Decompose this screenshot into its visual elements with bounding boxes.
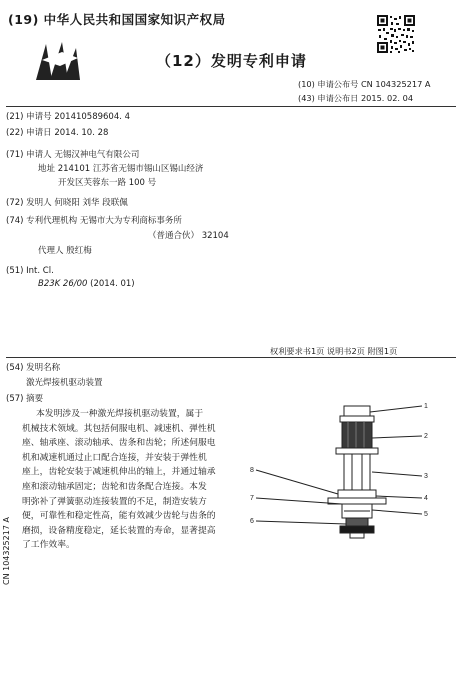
patent-agent: 代理人 殷红梅 bbox=[38, 246, 92, 256]
abstract-line: 便，可靠性和稳定性高，能有效减少齿轮与齿条的 bbox=[22, 511, 216, 522]
abstract-line: 机和减速机通过止口配合连接，并安装于弹性机 bbox=[22, 452, 207, 463]
applicant-address-line-1: 地址 214101 江苏省无锡市锡山区锡山经济 bbox=[38, 164, 204, 174]
figure-label: 7 bbox=[250, 495, 254, 502]
figure-label: 2 bbox=[424, 433, 428, 440]
application-date: (22) 申请日 2014. 10. 28 bbox=[6, 128, 109, 138]
int-cl-label: (51) Int. Cl. bbox=[6, 266, 54, 276]
inventors: (72) 发明人 何晓阳 刘华 段联佩 bbox=[6, 198, 128, 208]
abstract-line: 了工作效率。 bbox=[22, 540, 75, 551]
invention-title: 激光焊接机驱动装置 bbox=[26, 378, 103, 388]
application-number: (21) 申请号 201410589604. 4 bbox=[6, 112, 131, 122]
abstract-line: 座和滚动轴承固定；齿轮和齿条配合连接。本发 bbox=[22, 482, 207, 492]
page-count-note: 权利要求书1页 说明书2页 附图1页 bbox=[270, 346, 398, 356]
qr-code bbox=[376, 14, 416, 54]
abstract-line: 明弥补了弹簧驱动连接装置的不足，制造安装方 bbox=[22, 496, 207, 507]
section-rule bbox=[6, 357, 456, 358]
abstract-line: 座上，齿轮安装于减速机伸出的轴上，并通过轴承 bbox=[22, 467, 216, 478]
abstract-line: 本发明涉及一种激光焊接机驱动装置，属于 bbox=[36, 409, 204, 419]
publication-number: (10) 申请公布号 CN 104325217 A bbox=[298, 79, 431, 89]
invention-title-label: (54) 发明名称 bbox=[6, 363, 61, 373]
side-publication-number: CN 104325217 A bbox=[2, 517, 11, 585]
int-cl-value: B23K 26/00 bbox=[38, 279, 88, 289]
header-rule bbox=[6, 106, 456, 107]
patent-agency-line-2: （普通合伙） 32104 bbox=[148, 231, 229, 241]
int-cl-date: (2014. 01) bbox=[90, 279, 135, 289]
abstract-line: 座、轴承座、滚动轴承、齿条和齿轮；所述伺服电 bbox=[22, 438, 216, 449]
cnipa-logo bbox=[32, 38, 82, 82]
publication-date: (43) 申请公布日 2015. 02. 04 bbox=[298, 93, 414, 103]
abstract-label: (57) 摘要 bbox=[6, 394, 44, 404]
abstract-line: 磨损，设备精度稳定，延长装置的寿命，显著提高 bbox=[22, 525, 216, 536]
applicant: (71) 申请人 无锡汉神电气有限公司 bbox=[6, 150, 140, 160]
figure-label: 5 bbox=[424, 511, 428, 518]
int-cl-entry bbox=[38, 279, 135, 289]
document-type-title: （12）发明专利申请 bbox=[156, 52, 307, 70]
device-drawing bbox=[232, 400, 440, 550]
figure-label: 4 bbox=[424, 495, 428, 502]
figure-label: 6 bbox=[250, 518, 254, 525]
figure-label: 8 bbox=[250, 467, 254, 474]
figure-label: 3 bbox=[424, 473, 428, 480]
issuing-office: (19) 中华人民共和国国家知识产权局 bbox=[8, 12, 226, 27]
abstract-line: 机械技术领域。其包括伺服电机、减速机、弹性机 bbox=[22, 423, 216, 434]
patent-agency-line-1: (74) 专利代理机构 无锡市大为专利商标事务所 bbox=[6, 216, 182, 226]
figure-label: 1 bbox=[424, 403, 428, 410]
applicant-address-line-2: 开发区芙蓉东一路 100 号 bbox=[58, 178, 157, 188]
